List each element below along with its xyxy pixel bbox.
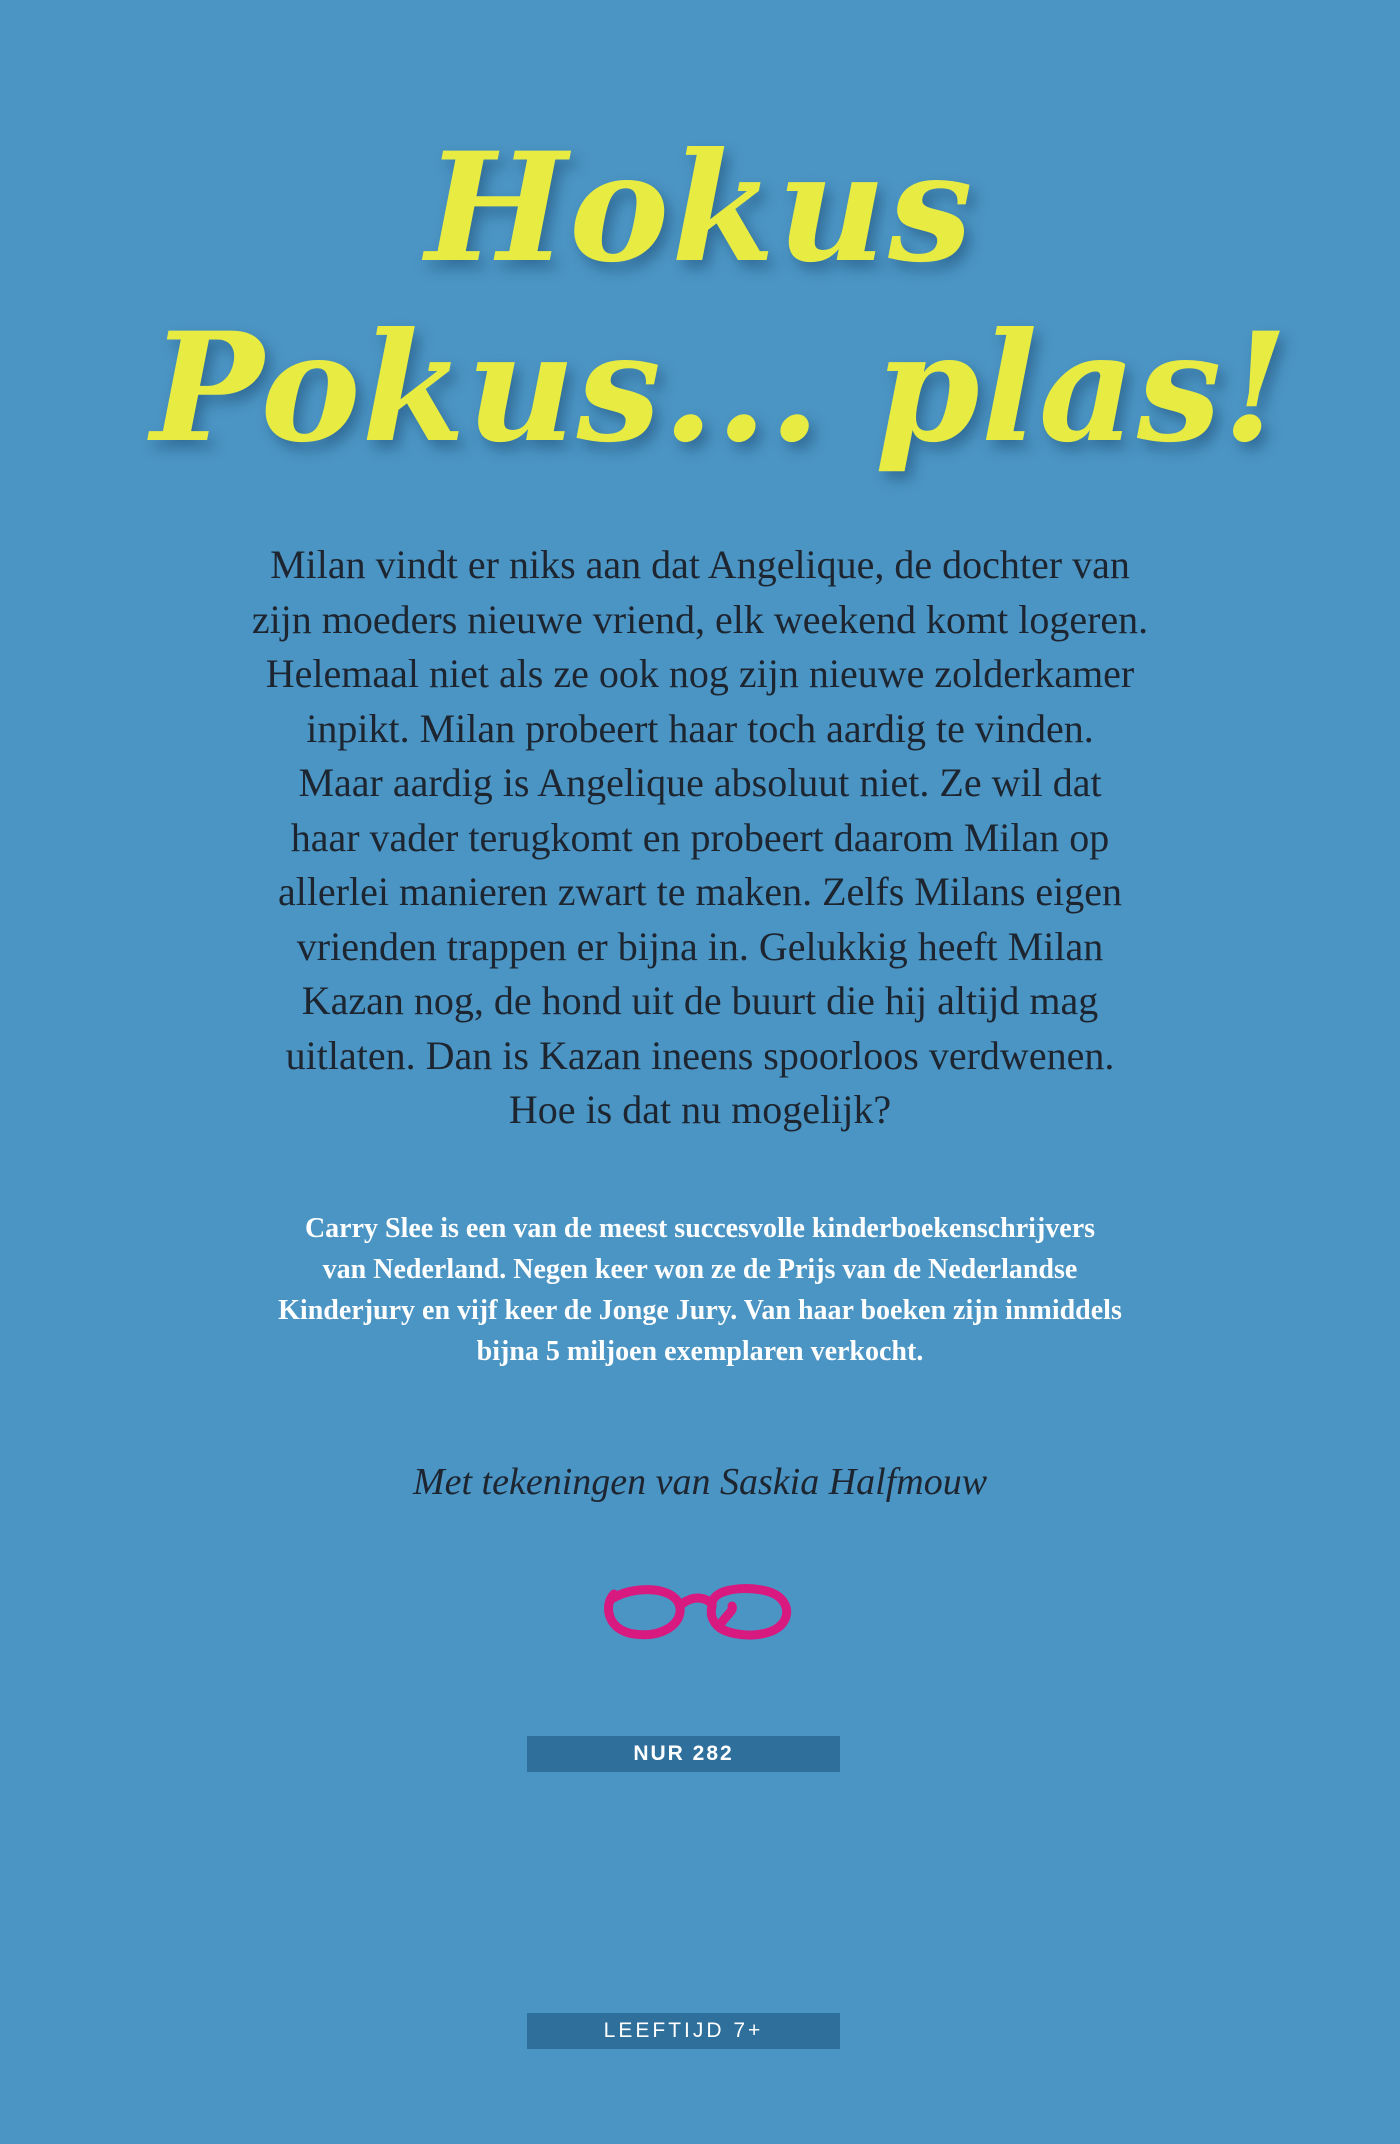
title-line-1: Hokus [425,120,975,296]
blurb-line: Hoe is dat nu mogelijk? [508,1087,892,1132]
blurb-line: Maar aardig is Angelique absoluut niet. Ze wil dat [298,760,1102,805]
glasses-icon [600,1578,796,1642]
blurb-line: Kazan nog, de hond uit de buurt die hij altijd mag [301,978,1099,1023]
blurb-line: Helemaal niet als ze ook nog zijn nieuwe zolderkamer [265,651,1135,696]
title-line-2: Pokus... plas! [150,300,1290,476]
blurb-line: inpikt. Milan probeert haar toch aardig te vinden. [306,705,1094,751]
author-bio [150,1208,1250,1372]
author-bio-line: van Nederland. Negen keer won ze de Prijs van de Nederlandse [322,1254,1078,1285]
author-bio-line: bijna 5 miljoen exemplaren verkocht. [476,1336,924,1367]
illustrator-credit: Met tekeningen van Saskia Halfmouw [412,1461,988,1503]
author-bio-line: Kinderjury en vijf keer de Jonge Jury. Van haar boeken zijn inmiddels [278,1295,1122,1326]
age-label: LEEFTIJD 7+ [527,2013,840,2049]
blurb-line: vrienden trappen er bijna in. Gelukkig heeft Milan [296,923,1104,969]
author-bio-line: Carry Slee is een van de meest succesvolle kinderboekenschrijvers [304,1213,1096,1244]
blurb-line: zijn moeders nieuwe vriend, elk weekend komt logeren. [251,596,1149,642]
blurb-line: uitlaten. Dan is Kazan ineens spoorloos verdwenen. [285,1032,1115,1078]
blurb-line: haar vader terugkomt en probeert daarom Milan op [290,814,1110,860]
blurb-line: allerlei manieren zwart te maken. Zelfs Milans eigen [277,869,1123,914]
nur-label: NUR 282 [527,1736,840,1772]
blurb-line: Milan vindt er niks aan dat Angelique, de dochter van [270,542,1130,587]
blurb-text [150,538,1250,1138]
